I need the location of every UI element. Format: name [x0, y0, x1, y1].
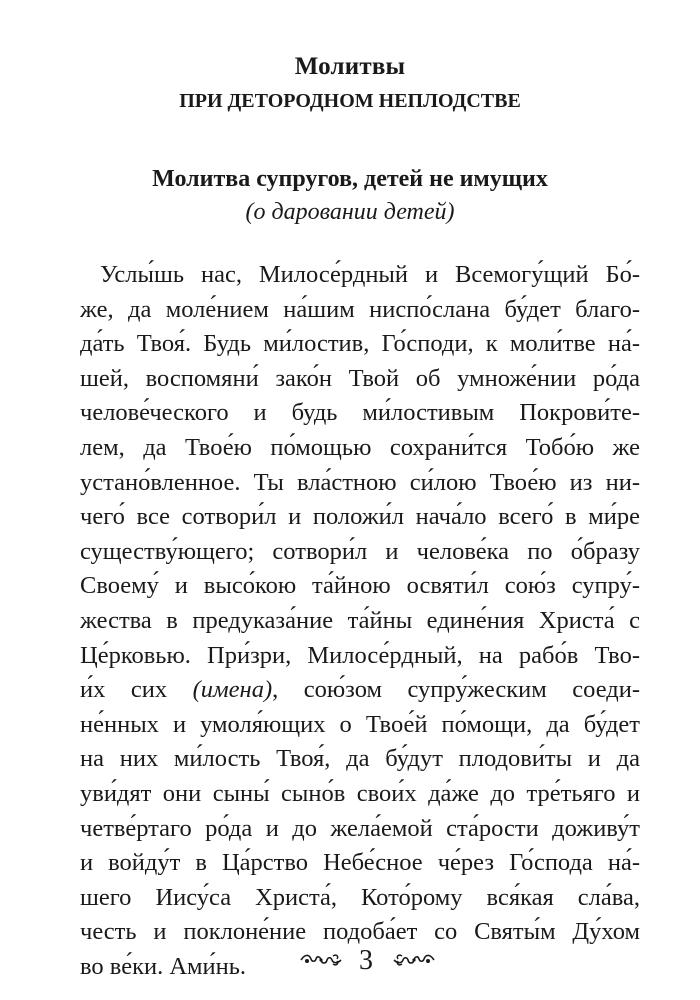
text-line-with-names: [80, 673, 640, 708]
ornament-flourish-icon: [392, 951, 436, 969]
text-line: во ве́ки. Ами́нь.: [80, 952, 247, 980]
page-footer: [0, 945, 700, 985]
text-line: четве́ртаго ро́да и до жела́емой ста́рости доживу́т: [80, 814, 640, 842]
text-line: челове́ческого и будь ми́лостивым Покрови́те-: [80, 399, 640, 427]
text-line: существу́ющего; сотвори́л и челове́ка по о́бразу: [80, 537, 640, 565]
prayer-title: Молитва супругов, детей не имущих: [152, 166, 548, 192]
text-fragment: , сою́зом супру́жеским соеди-: [272, 676, 640, 704]
prayer-text: [80, 258, 640, 984]
ornament-flourish-icon: [299, 951, 343, 969]
text-line: уви́дят они сыны́ сыно́в свои́х да́же до тре́тьяго и: [80, 779, 640, 807]
text-fragment: и́х сих: [80, 676, 193, 704]
text-line: да́ть Твоя́. Будь ми́лостив, Го́споди, к моли́тве на́-: [80, 330, 640, 358]
text-line: шей, воспомяни́ зако́н Твой об умноже́нии ро́да: [80, 364, 640, 392]
text-line: чего́ все сотвори́л и положи́л нача́ло всего́ в ми́ре: [80, 503, 640, 531]
text-line: шего Иису́са Христа́, Кото́рому вся́кая сла́ва,: [80, 883, 640, 911]
chapter-title: Молитвы: [294, 53, 406, 80]
prayer-note: (о даровании детей): [245, 199, 455, 225]
text-line: жества в предуказа́ние та́йны едине́ния Христа́ с: [80, 606, 640, 634]
text-line: Услы́шь нас, Милосе́рдный и Всемогу́щий Бо́-: [100, 261, 640, 288]
text-line: же, да моле́нием на́шим ниспо́слана бу́дет благо-: [80, 295, 640, 323]
text-line: Це́рковью. При́зри, Милосе́рдный, на рабо́в Тво-: [80, 641, 640, 669]
text-line: лем, да Твое́ю по́мощью сохрани́тся Тобо́ю же: [80, 433, 640, 461]
chapter-subtitle: ПРИ ДЕТОРОДНОМ НЕПЛОДСТВЕ: [179, 90, 521, 112]
text-line: и войду́т в Ца́рство Небе́сное че́рез Го́спода на́-: [80, 849, 640, 877]
page-number: 3: [359, 945, 373, 976]
text-line: на них ми́лость Твоя́, да бу́дут плодови́ты и да: [80, 745, 640, 773]
text-line: устано́вленное. Ты вла́стною си́лою Твое́ю из ни-: [80, 468, 640, 496]
names-placeholder: (имена): [192, 676, 273, 704]
text-line: Своему́ и высо́кою та́йною освяти́л сою́з супру́-: [80, 572, 640, 600]
text-line: честь и поклоне́ние подоба́ет со Святы́м Ду́хом: [80, 918, 640, 946]
text-line: не́нных и умоля́ющих о Твое́й по́мощи, да бу́дет: [80, 710, 640, 738]
